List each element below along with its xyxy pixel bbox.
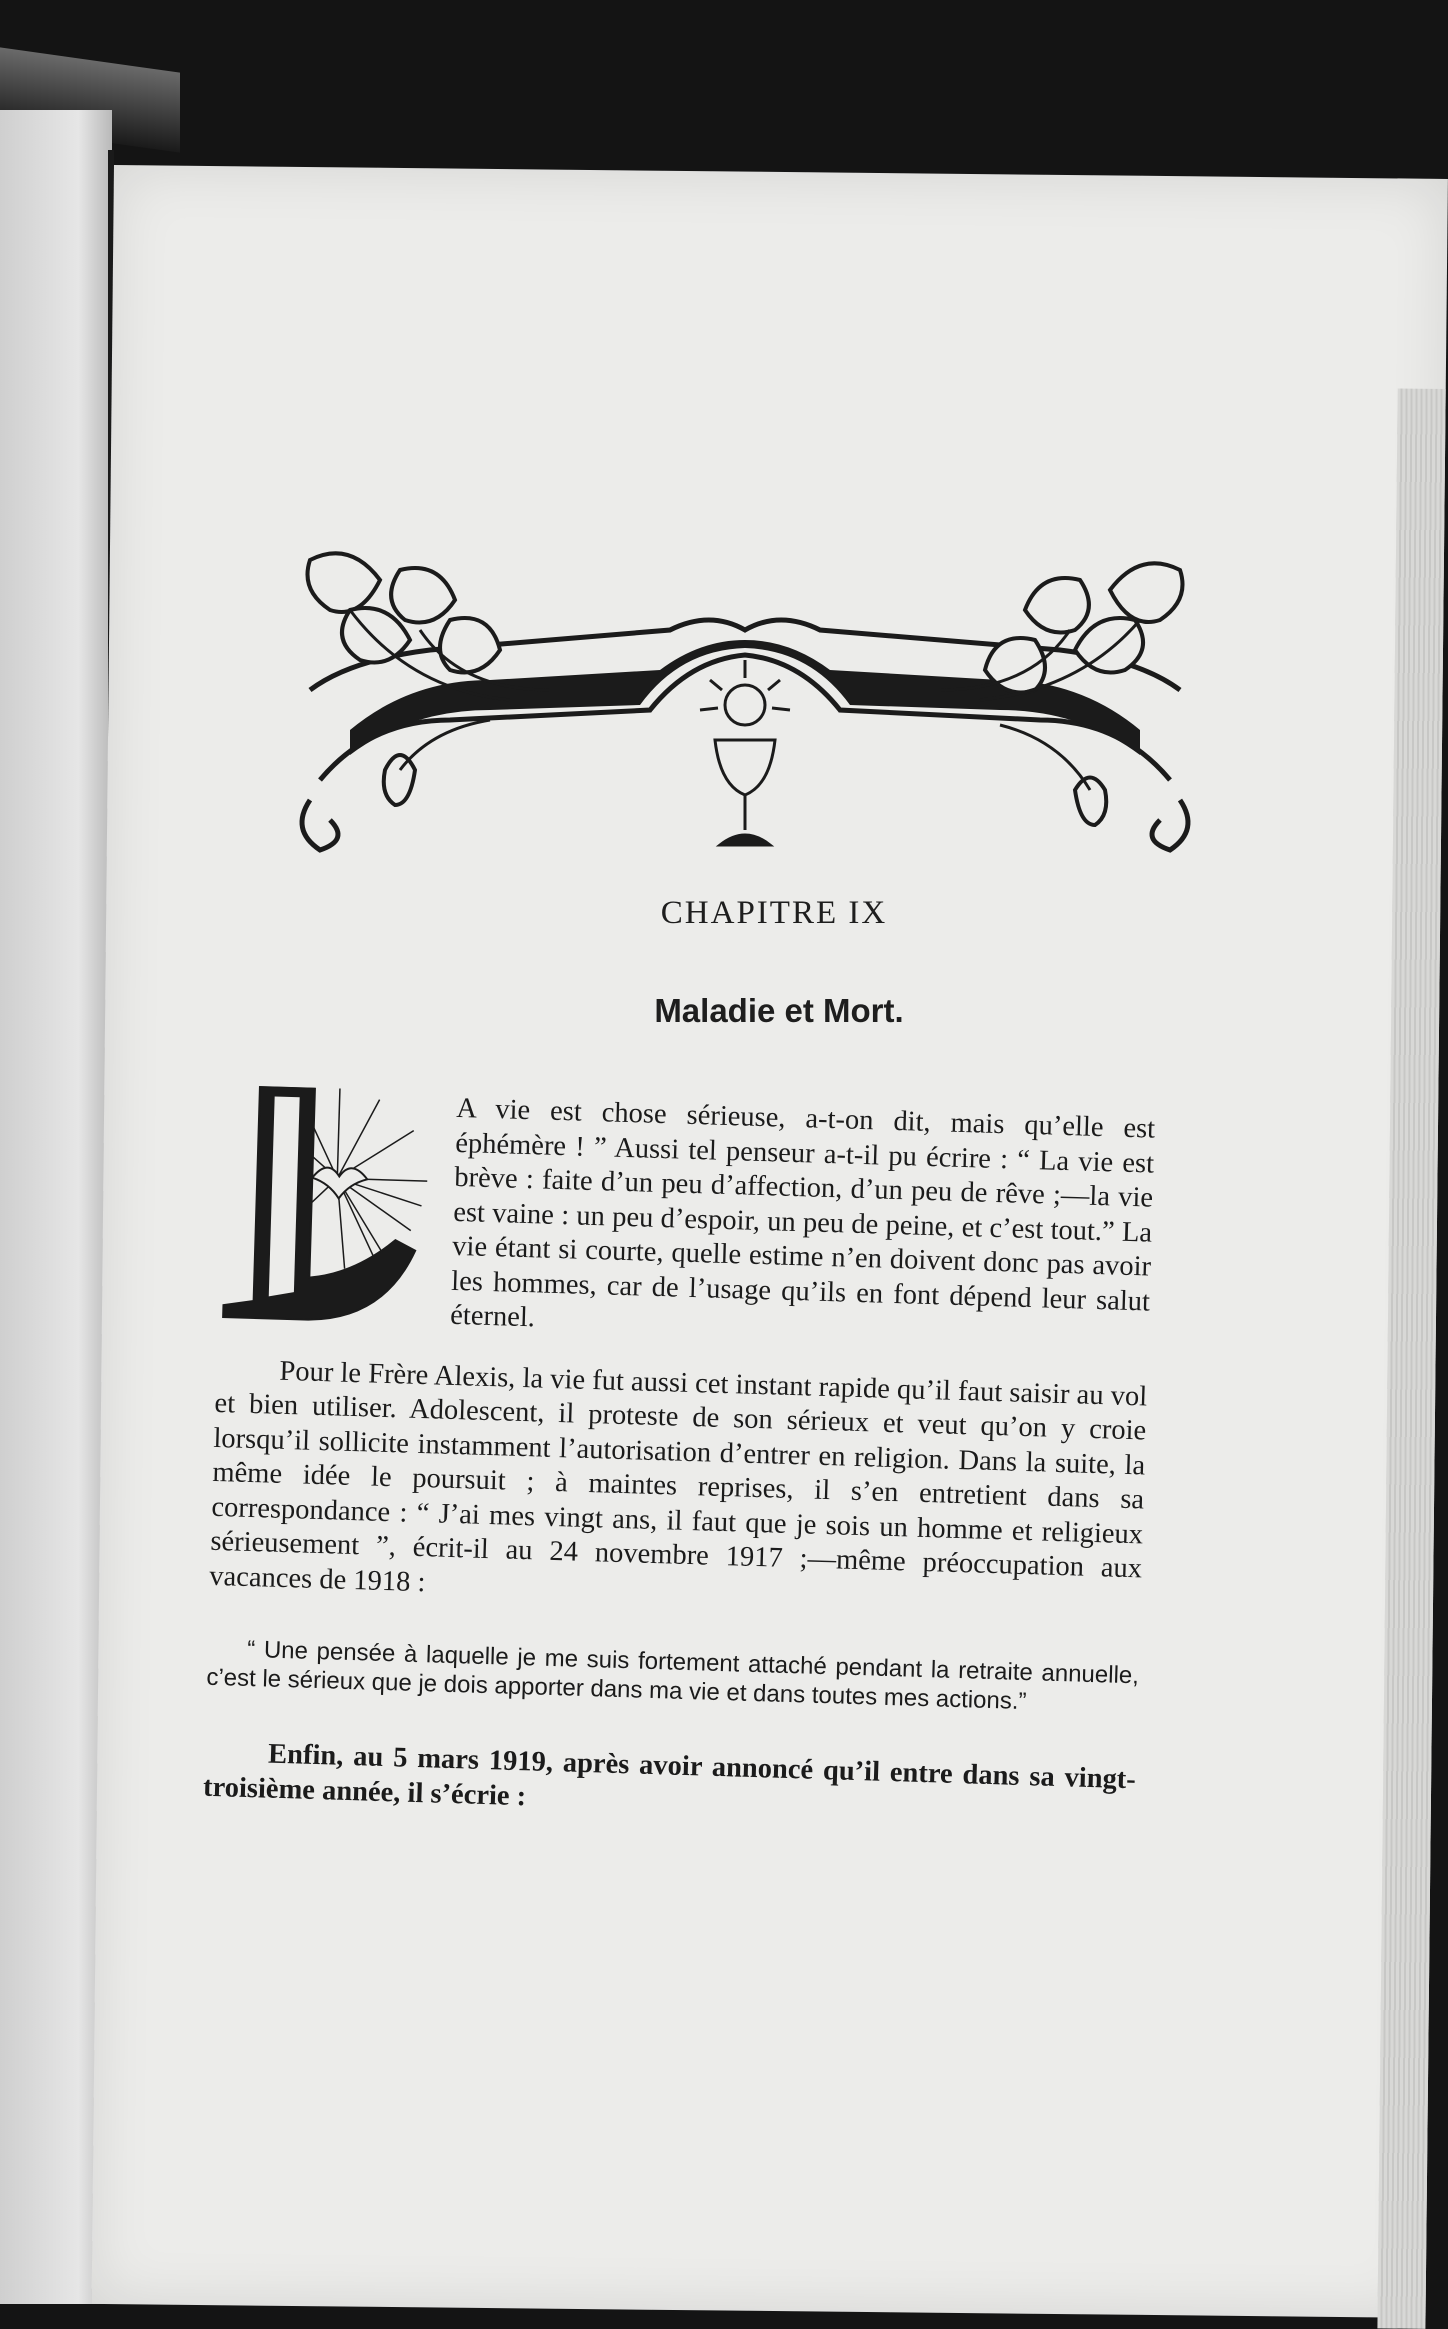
chapter-label: CHAPITRE IX [660, 895, 888, 931]
body-text [203, 1085, 1156, 1832]
dove-rays-icon [213, 1085, 435, 1331]
page-edges [1377, 388, 1445, 2328]
chapter-title: Maladie et Mort. [654, 992, 904, 1029]
paragraph-3: Enfin, au 5 mars 1919, après avoir annoncé qu’il entre dans sa vingt-troisième année, il s’écrie : [202, 1738, 1137, 1812]
paragraph-1-text: A vie est chose sérieuse, a-t-on dit, mais qu’elle est éphémère ! ” Aussi tel penseur a-t-il pu écrire : “ La vie est brève : faite d’un peu d’affection, d’un peu de rêve ;—la vie est vaine : un peu d’espoir, un peu de peine, et c’est tout.” La vie étant si courte, quelle estime n’en doivent donc pas avoir les hommes, car de l’usage qu’ils en font dépend leur salut éternel. [449, 1092, 1156, 1334]
svg-text:L: L [219, 1084, 221, 1086]
paragraph-2: Pour le Frère Alexis, la vie fut aussi cet instant rapide qu’il faut saisir au vol et bien utiliser. Adolescent, il proteste de son sérieux et veut qu’on y croie lorsqu’il sollicite instamment l’autorisation d’entrer en religion. Dans la suite, la même idée le poursuit ; à maintes reprises, il s’en entretient dans sa correspondance : “ J’ai mes vingt ans, il faut que je sois un homme et religieux sérieusement ”, écrit-il au 24 novembre 1917 ;—même préoccupation aux vacances de 1918 : [208, 1355, 1148, 1598]
quote: “ Une pensée à laquelle je me suis fortement attaché pendant la retraite annuelle, c’est le sérieux que je dois apporter dans ma vie et dans toutes mes actions.” [206, 1635, 1140, 1716]
dropcap [213, 1085, 435, 1331]
lily-chalice-ornament-icon [290, 540, 1200, 880]
paragraph-1 [217, 1085, 1156, 1354]
